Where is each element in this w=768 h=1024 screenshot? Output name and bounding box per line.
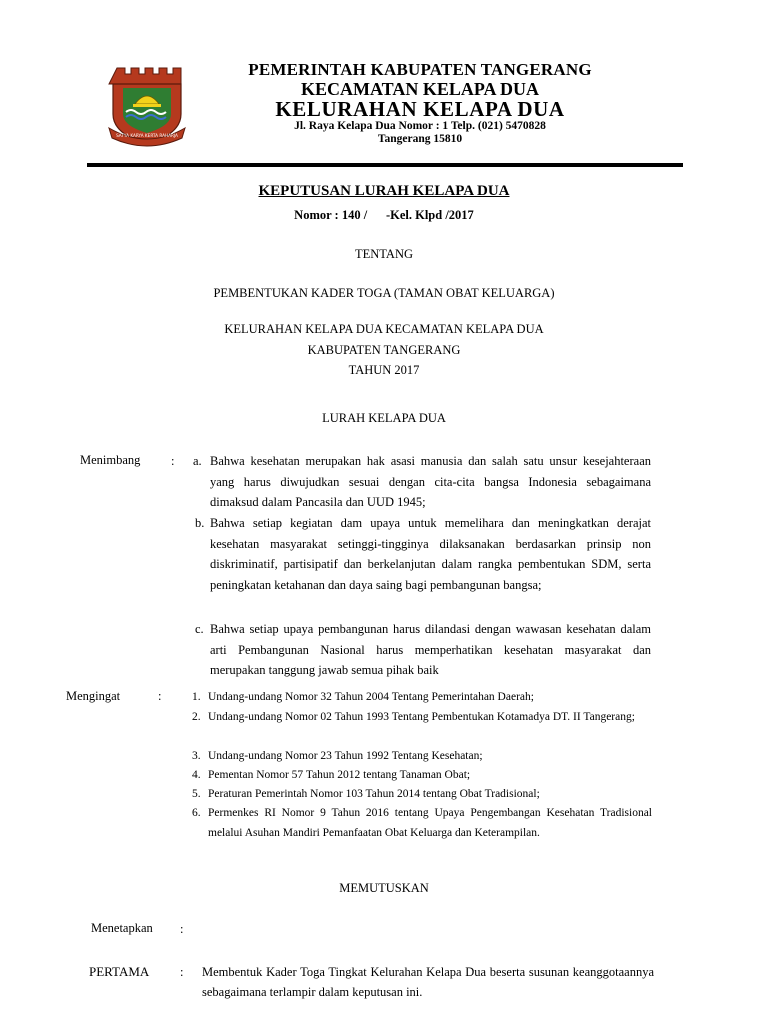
decree-scope-line2: KABUPATEN TANGERANG — [307, 343, 461, 357]
mengingat-colon: : — [158, 689, 162, 703]
logo-ribbon-text: SATYA KARYA KERTA RAHARJA — [116, 133, 178, 138]
letterhead-government: PEMERINTAH KABUPATEN TANGERANG — [248, 60, 592, 79]
list-item-text: Undang-undang Nomor 23 Tahun 1992 Tentang Kesehatan; — [208, 750, 483, 762]
menimbang-item-b: Bahwa setiap kegiatan dam upaya untuk memelihara dan meningkatkan derajat kesehatan masyarakat setinggi-tingginya dilaksanakan berdasarkan prinsip non diskriminatif, partisipatif dan berkelanjutan dalam rangka pembentukan SDM, serta peningkatan ketahanan dan daya saing bagi pembangunan bangsa; — [210, 516, 651, 593]
menimbang-mark-c: c. — [195, 622, 204, 636]
pertama-label: PERTAMA — [89, 964, 150, 979]
letterhead-village: KELURAHAN KELAPA DUA — [275, 97, 565, 121]
list-item-number: 3. — [192, 750, 201, 762]
menimbang-item-a: Bahwa kesehatan merupakan hak asasi manusia dan salah satu unsur kesejahteraan yang harus diwujudkan sesuai dengan cita-cita bangsa Indonesia sebagaimana dimaksud dalam Pancasila dan UUD 1945; — [210, 454, 651, 510]
menetapkan-colon: : — [180, 922, 184, 936]
list-item-number: 5. — [192, 788, 201, 800]
menimbang-colon: : — [171, 454, 175, 468]
list-item-number: 1. — [192, 691, 201, 703]
decree-title: KEPUTUSAN LURAH KELAPA DUA — [258, 183, 510, 199]
list-item-text: Undang-undang Nomor 02 Tahun 1993 Tentang Pembentukan Kotamadya DT. II Tangerang; — [208, 711, 635, 723]
memutuskan-heading: MEMUTUSKAN — [339, 881, 429, 895]
letterhead-district: KECAMATAN KELAPA DUA — [301, 79, 539, 99]
decree-subject: PEMBENTUKAN KADER TOGA (TAMAN OBAT KELUARGA) — [213, 286, 555, 300]
kabupaten-tangerang-emblem-icon — [108, 66, 186, 148]
mengingat-list — [192, 688, 652, 863]
pertama-text: Membentuk Kader Toga Tingkat Kelurahan Kelapa Dua beserta susunan keanggotaannya sebagaimana terlampir dalam keputusan ini. — [202, 965, 654, 999]
letterhead-address: Jl. Raya Kelapa Dua Nomor : 1 Telp. (021) 5470828 — [294, 120, 546, 132]
menimbang-item-c: Bahwa setiap upaya pembangunan harus dilandasi dengan wawasan kesehatan dalam arti Pembangunan Nasional harus memperhatikan kesehatan masyarakat dan merupakan tanggung jawab semua pihak baik — [210, 622, 651, 678]
pertama-colon: : — [180, 965, 184, 979]
list-item-number: 2. — [192, 711, 201, 723]
list-item-number: 6. — [192, 807, 201, 819]
letterhead-divider — [87, 163, 683, 167]
menimbang-mark-a: a. — [193, 454, 202, 468]
list-item-number: 4. — [192, 769, 201, 781]
mengingat-label: Mengingat — [66, 689, 121, 703]
list-item-text: Pementan Nomor 57 Tahun 2012 tentang Tanaman Obat; — [208, 769, 471, 781]
letterhead-city: Tangerang 15810 — [377, 133, 463, 145]
list-item-text: Undang-undang Nomor 32 Tahun 2004 Tentang Pemerintahan Daerah; — [208, 691, 534, 703]
decree-scope-line1: KELURAHAN KELAPA DUA KECAMATAN KELAPA DUA — [224, 322, 544, 336]
menimbang-mark-b: b. — [195, 516, 205, 530]
about-label: TENTANG — [354, 247, 413, 261]
decree-authority: LURAH KELAPA DUA — [322, 411, 446, 425]
decree-number: Nomor : 140 / -Kel. Klpd /2017 — [294, 208, 474, 222]
list-item-text: Peraturan Pemerintah Nomor 103 Tahun 2014 tentang Obat Tradisional; — [208, 788, 540, 800]
menetapkan-label: Menetapkan — [91, 921, 153, 935]
list-item-text: Permenkes RI Nomor 9 Tahun 2016 tentang Upaya Pengembangan Kesehatan Tradisional melalui Asuhan Mandiri Pemanfaatan Obat Keluarga dan Keterampilan. — [208, 807, 652, 839]
menimbang-label: Menimbang — [80, 453, 141, 467]
decree-scope-line3: TAHUN 2017 — [348, 363, 420, 377]
